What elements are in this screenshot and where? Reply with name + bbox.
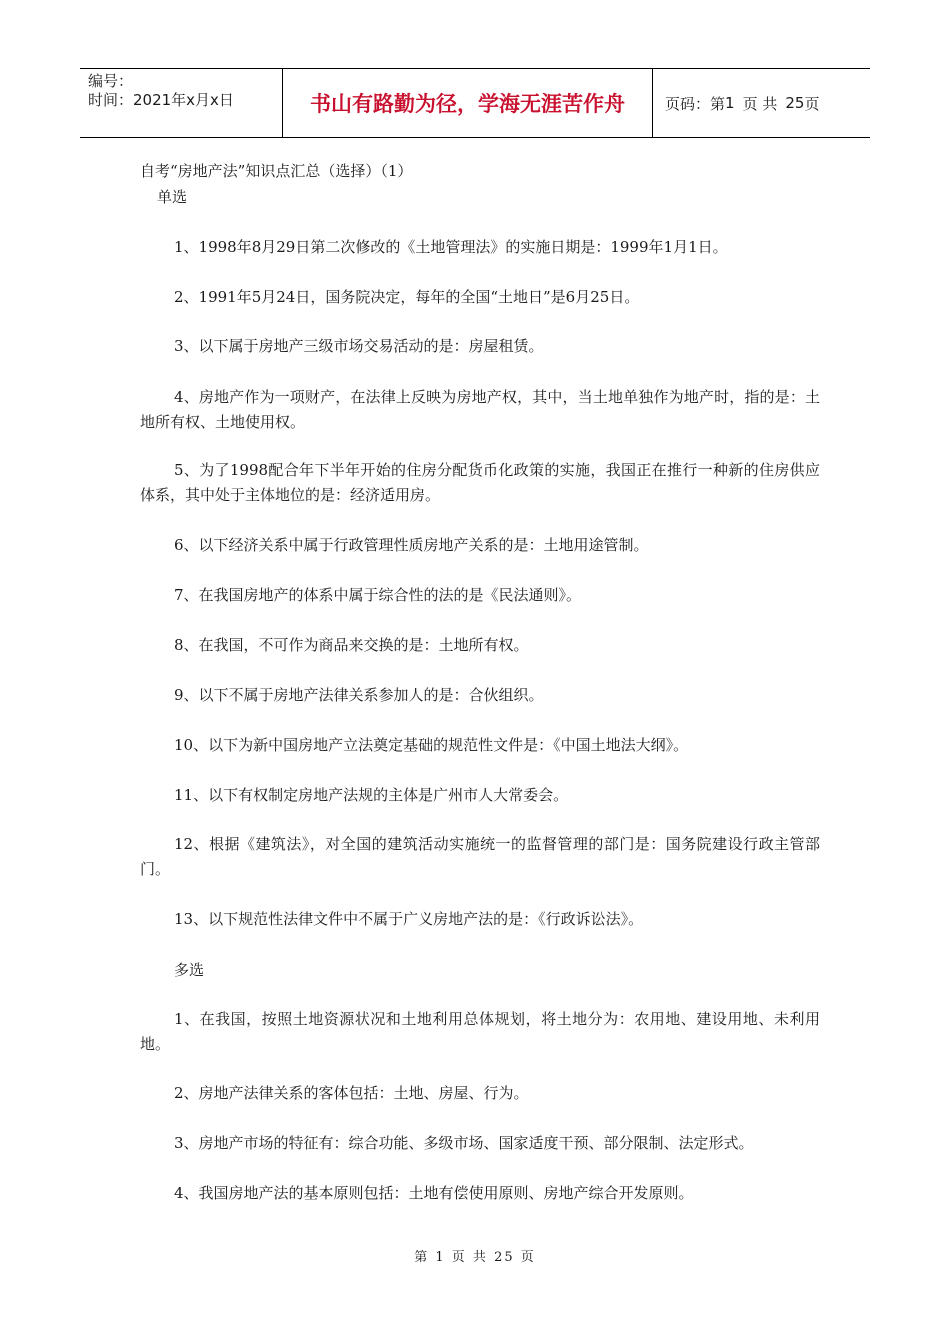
multi-choice-heading: 多选 [174,961,205,979]
single-item-9: 9、以下不属于房地产法律关系参加人的是：合伙组织。 [174,686,544,704]
single-item-10: 10、以下为新中国房地产立法奠定基础的规范性文件是：《中国土地法大纲》。 [174,736,689,754]
multi-item-3: 3、房地产市场的特征有：综合功能、多级市场、国家适度干预、部分限制、法定形式。 [174,1134,754,1152]
page-mid: 页 共 [742,94,778,113]
page-num: 1 [725,94,735,112]
motto-cell [283,69,653,137]
footer-page-num: 1 [435,1250,446,1265]
single-item-4: 4、房地产作为一项财产，在法律上反映为房地产权，其中，当土地单独作为地产时，指的是：土地所有权、土地使用权。 [140,388,820,431]
footer-total: 25 [494,1250,515,1265]
single-item-8: 8、在我国，不可作为商品来交换的是：土地所有权。 [174,636,529,654]
single-item-2: 2、1991年5月24日，国务院决定，每年的全国“土地日”是6月25日。 [174,288,640,306]
footer-prefix: 第 [414,1250,430,1265]
single-item-11: 11、以下有权制定房地产法规的主体是广州市人大常委会。 [174,786,569,804]
footer-suffix: 页 [520,1250,536,1265]
single-item-3: 3、以下属于房地产三级市场交易活动的是：房屋租赁。 [174,337,544,355]
serial-label: 编号： [88,72,134,90]
page-footer [0,1246,950,1265]
single-item-13: 13、以下规范性法律文件中不属于广义房地产法的是：《行政诉讼法》。 [174,910,644,928]
multi-item-4: 4、我国房地产法的基本原则包括：土地有偿使用原则、房地产综合开发原则。 [174,1184,694,1202]
header-motto: 书山有路勤为径，学海无涯苦作舟 [310,92,625,116]
single-item-12: 12、根据《建筑法》，对全国的建筑活动实施统一的监督管理的部门是：国务院建设行政主管部门。 [140,835,820,878]
page-prefix: 页码：第 [665,94,726,113]
single-item-6: 6、以下经济关系中属于行政管理性质房地产关系的是：土地用途管制。 [174,536,649,554]
header-meta-cell [80,69,283,137]
document-title: 自考“房地产法”知识点汇总（选择）（1） [140,162,413,180]
multi-item-2: 2、房地产法律关系的客体包括：土地、房屋、行为。 [174,1084,529,1102]
page-number-cell [653,69,870,137]
single-item-1: 1、1998年8月29日第二次修改的《土地管理法》的实施日期是：1999年1月1日。 [174,238,728,256]
page-header [80,68,870,138]
single-choice-heading: 单选 [157,188,188,206]
multi-item-1: 1、在我国，按照土地资源状况和土地利用总体规划，将土地分为：农用地、建设用地、未利用地。 [140,1010,820,1053]
page-suffix: 页 [804,94,820,113]
page-total: 25 [785,94,805,112]
time-label: 时间：2021年x月x日 [88,91,234,109]
footer-mid: 页 共 [451,1250,488,1265]
single-item-5: 5、为了1998配合年下半年开始的住房分配货币化政策的实施，我国正在推行一种新的住房供应体系，其中处于主体地位的是：经济适用房。 [140,461,820,504]
single-item-7: 7、在我国房地产的体系中属于综合性的法的是《民法通则》。 [174,586,582,604]
